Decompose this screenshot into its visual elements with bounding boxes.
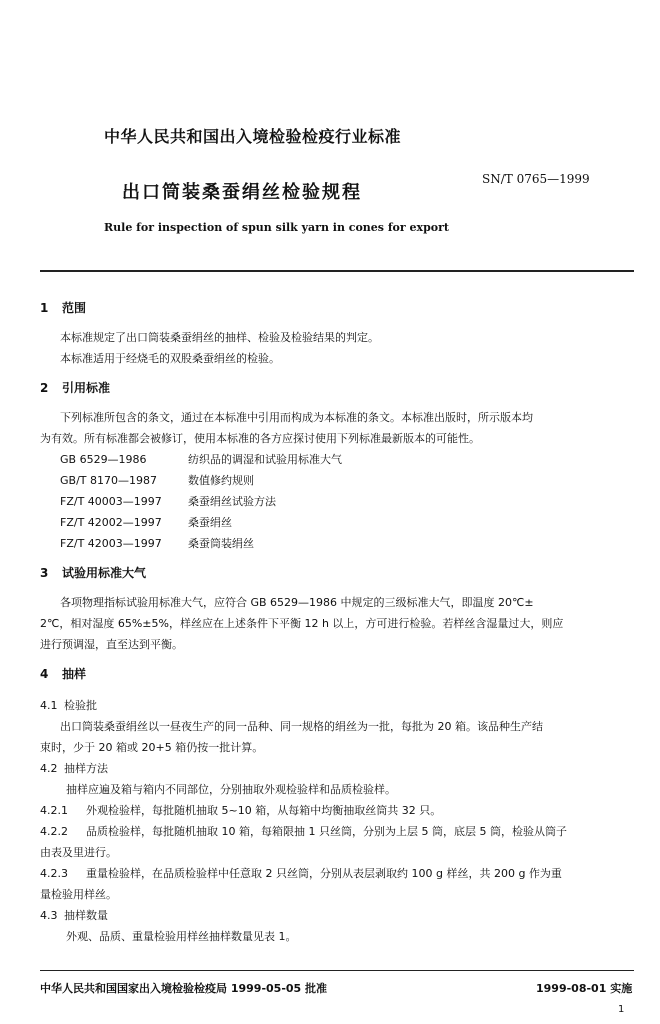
subsection-title: 检验批	[64, 699, 97, 712]
clause-number: 4.2.3	[40, 867, 68, 880]
paragraph: 本标准规定了出口筒装桑蚕绢丝的抽样、检验及检验结果的判定。	[60, 331, 379, 344]
header-divider	[40, 270, 634, 272]
reference-code: GB 6529—1986	[60, 453, 147, 466]
subsection-4-3-heading	[40, 907, 108, 923]
paragraph: 由表及里进行。	[40, 846, 117, 859]
paragraph: 下列标准所包含的条文，通过在本标准中引用而构成为本标准的条文。本标准出版时，所示版本均	[60, 411, 533, 424]
reference-name: 桑蚕筒装绢丝	[188, 537, 254, 550]
subsection-title: 抽样数量	[64, 909, 108, 922]
section-title: 试验用标准大气	[62, 566, 147, 580]
reference-code: FZ/T 42002—1997	[60, 516, 162, 529]
section-number: 2	[40, 381, 49, 395]
section-4-heading	[40, 665, 86, 682]
section-1-heading	[40, 299, 86, 316]
paragraph: 为有效。所有标准都会被修订，使用本标准的各方应探讨使用下列标准最新版本的可能性。	[40, 432, 480, 445]
section-number: 1	[40, 301, 49, 315]
paragraph: 抽样应遍及箱与箱内不同部位，分别抽取外观检验样和品质检验样。	[66, 783, 396, 796]
approval-line: 中华人民共和国国家出入境检验检疫局 1999-05-05 批准	[40, 982, 328, 995]
section-3-heading	[40, 564, 146, 581]
paragraph: 束时，少于 20 箱或 20+5 箱仍按一批计算。	[40, 741, 264, 754]
document-title-english: Rule for inspection of spun silk yarn in cones for export	[104, 221, 449, 234]
subsection-number: 4.3	[40, 909, 58, 922]
paragraph: 本标准适用于经烧毛的双股桑蚕绢丝的检验。	[60, 352, 280, 365]
subsection-4-2-heading	[40, 760, 108, 776]
subsection-number: 4.2	[40, 762, 58, 775]
reference-item	[60, 535, 254, 551]
clause-number: 4.2.2	[40, 825, 68, 838]
footer-divider	[40, 970, 634, 971]
section-title: 引用标准	[62, 381, 111, 395]
section-number: 3	[40, 566, 49, 580]
clause-4-2-2	[40, 823, 567, 839]
subsection-4-1-heading	[40, 697, 97, 713]
section-number: 4	[40, 667, 49, 681]
paragraph: 进行预调湿，直至达到平衡。	[40, 638, 183, 651]
paragraph: 2℃，相对湿度 65%±5%，样丝应在上述条件下平衡 12 h 以上，方可进行检验。若样丝含湿量过大，则应	[40, 617, 564, 630]
implementation-date: 1999-08-01 实施	[536, 982, 633, 995]
section-title: 抽样	[62, 667, 87, 681]
reference-name: 桑蚕绢丝	[188, 516, 232, 529]
reference-code: GB/T 8170—1987	[60, 474, 157, 487]
section-title: 范围	[62, 301, 87, 315]
reference-name: 桑蚕绢丝试验方法	[188, 495, 276, 508]
clause-text: 品质检验样，每批随机抽取 10 箱，每箱限抽 1 只丝筒，分别为上层 5 筒，底层 5 筒，检验从筒子	[86, 825, 567, 838]
standard-number: SN/T 0765—1999	[482, 172, 590, 186]
reference-item	[60, 472, 254, 488]
paragraph: 出口筒装桑蚕绢丝以一昼夜生产的同一品种、同一规格的绢丝为一批，每批为 20 箱。该品种生产结	[60, 720, 543, 733]
clause-4-2-3	[40, 865, 562, 881]
section-2-heading	[40, 379, 110, 396]
subsection-title: 抽样方法	[64, 762, 108, 775]
subsection-number: 4.1	[40, 699, 58, 712]
reference-code: FZ/T 42003—1997	[60, 537, 162, 550]
paragraph: 外观、品质、重量检验用样丝抽样数量见表 1。	[66, 930, 297, 943]
paragraph: 量检验用样丝。	[40, 888, 117, 901]
reference-item	[60, 451, 342, 467]
clause-text: 重量检验样，在品质检验样中任意取 2 只丝筒，分别从表层剥取约 100 g 样丝，共 200 g 作为重	[86, 867, 562, 880]
document-title: 出口筒装桑蚕绢丝检验规程	[122, 182, 362, 203]
clause-number: 4.2.1	[40, 804, 68, 817]
reference-item	[60, 493, 276, 509]
page-number: 1	[618, 1004, 625, 1015]
reference-item	[60, 514, 232, 530]
paragraph: 各项物理指标试验用标准大气，应符合 GB 6529—1986 中规定的三级标准大气，即温度 20℃±	[60, 596, 534, 609]
reference-name: 纺织品的调湿和试验用标准大气	[188, 453, 342, 466]
clause-text: 外观检验样，每批随机抽取 5~10 箱，从每箱中均衡抽取丝筒共 32 只。	[86, 804, 442, 817]
reference-name: 数值修约规则	[188, 474, 254, 487]
clause-4-2-1	[40, 802, 441, 818]
reference-code: FZ/T 40003—1997	[60, 495, 162, 508]
issuer-title: 中华人民共和国出入境检验检疫行业标准	[104, 127, 402, 146]
